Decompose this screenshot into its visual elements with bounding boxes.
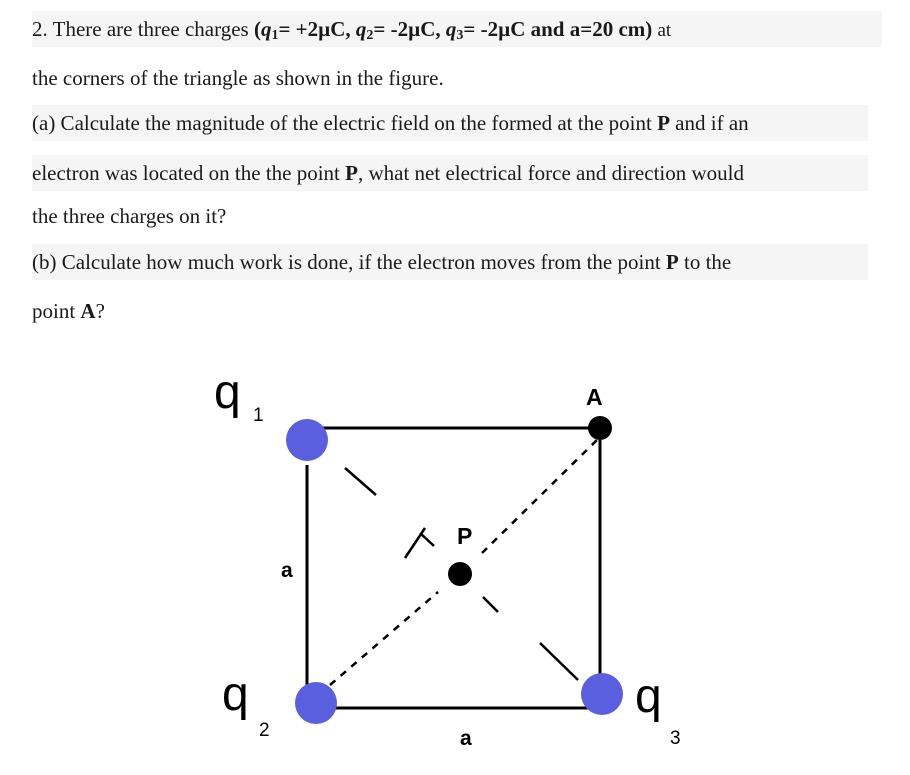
line7-text-end: ? bbox=[95, 299, 105, 323]
point-p-ref: P bbox=[345, 161, 358, 185]
line4-text: electron was located on the the point bbox=[32, 161, 340, 185]
point-a bbox=[588, 416, 612, 440]
q1-symbol: q bbox=[260, 17, 272, 41]
point-p-ref: P bbox=[665, 250, 679, 274]
point-p-ref: P bbox=[657, 111, 670, 135]
part-a-text-end: and if an bbox=[675, 111, 749, 135]
q2-label-sub: 2 bbox=[259, 720, 270, 741]
problem-intro-text: There are three charges bbox=[52, 17, 249, 41]
q1-value: = +2µC, bbox=[278, 17, 351, 41]
q1-subscript: 1 bbox=[271, 28, 279, 43]
line4-text-end: , what net electrical force and direction would bbox=[357, 161, 744, 185]
line1-end-text: at bbox=[657, 20, 672, 41]
charge-q1 bbox=[286, 419, 328, 461]
q3-symbol: q bbox=[445, 17, 457, 41]
side-left-label: a bbox=[281, 559, 293, 582]
part-b-text: (b) Calculate how much work is done, if the electron moves from the point bbox=[32, 250, 661, 274]
diagonal-q2-a-solid-segment bbox=[405, 528, 425, 558]
side-bottom-label: a bbox=[460, 727, 472, 750]
point-p-label: P bbox=[457, 523, 473, 549]
q2-symbol: q bbox=[355, 17, 367, 41]
paren-open: ( bbox=[253, 17, 261, 41]
q2-label: q bbox=[222, 668, 249, 721]
q3-subscript: 3 bbox=[456, 28, 464, 43]
line7-text: point bbox=[32, 299, 76, 323]
point-a-ref: A bbox=[80, 299, 96, 323]
q2-value: = -2µC, bbox=[373, 17, 441, 41]
q3-label-sub: 3 bbox=[670, 728, 681, 749]
q2-subscript: 2 bbox=[366, 28, 374, 43]
problem-line-5: the three charges on it? bbox=[32, 204, 227, 228]
point-p bbox=[448, 562, 472, 586]
point-a-label: A bbox=[586, 384, 603, 410]
diagonal-q2-a-dashed bbox=[330, 440, 597, 685]
q1-label: q bbox=[214, 366, 241, 419]
part-a-text: (a) Calculate the magnitude of the electric field on the formed at the point bbox=[32, 111, 652, 135]
q1-label-sub: 1 bbox=[253, 405, 264, 426]
charge-q3 bbox=[581, 673, 623, 715]
q3-value-and-a: = -2µC and a=20 cm) bbox=[463, 17, 653, 41]
part-b-text-end: to the bbox=[684, 250, 732, 274]
q3-label: q bbox=[635, 670, 662, 723]
problem-line-2: the corners of the triangle as shown in the figure. bbox=[32, 66, 444, 90]
problem-number: 2. bbox=[32, 17, 48, 41]
charge-q2 bbox=[295, 682, 337, 724]
